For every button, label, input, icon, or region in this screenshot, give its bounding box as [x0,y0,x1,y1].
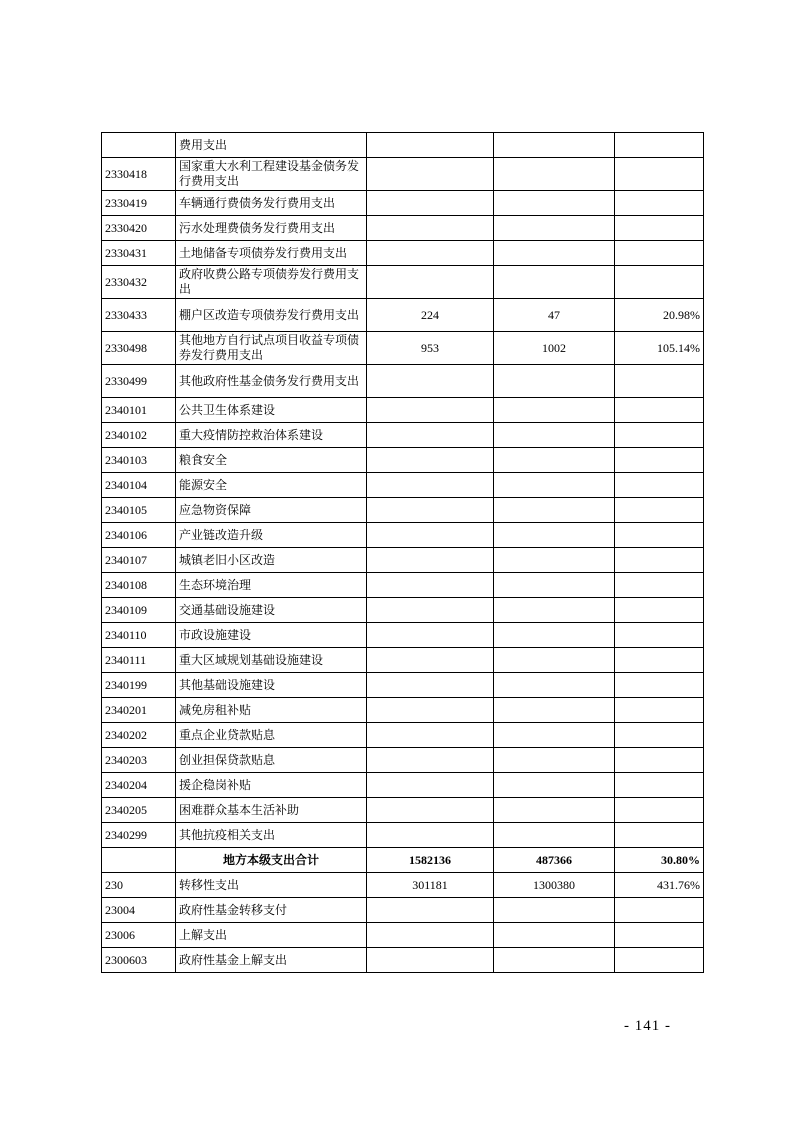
row-value-1 [367,365,494,398]
row-value-2: 487366 [494,848,615,873]
table-row [102,798,704,823]
row-value-1 [367,598,494,623]
row-percent [615,398,704,423]
row-name: 车辆通行费债务发行费用支出 [176,191,367,216]
row-value-1: 953 [367,332,494,365]
row-percent [615,748,704,773]
row-percent [615,698,704,723]
row-percent [615,158,704,191]
row-name: 交通基础设施建设 [176,598,367,623]
row-percent [615,448,704,473]
row-code: 2330432 [102,266,176,299]
row-code: 2330499 [102,365,176,398]
row-name: 公共卫生体系建设 [176,398,367,423]
row-value-2 [494,573,615,598]
row-percent [615,798,704,823]
row-value-2 [494,923,615,948]
row-code: 2330433 [102,299,176,332]
row-percent [615,523,704,548]
row-value-1 [367,698,494,723]
row-percent [615,673,704,698]
row-percent [615,473,704,498]
row-percent [615,266,704,299]
row-code: 2340107 [102,548,176,573]
row-name: 创业担保贷款贴息 [176,748,367,773]
row-name: 其他抗疫相关支出 [176,823,367,848]
row-value-2 [494,548,615,573]
row-value-2 [494,698,615,723]
row-value-1 [367,523,494,548]
row-code: 2340104 [102,473,176,498]
row-name: 政府性基金转移支付 [176,898,367,923]
table-row [102,598,704,623]
table-row [102,332,704,365]
row-name: 上解支出 [176,923,367,948]
row-value-1 [367,216,494,241]
table-row [102,523,704,548]
row-code: 2330419 [102,191,176,216]
table-row [102,773,704,798]
row-code: 23004 [102,898,176,923]
row-percent [615,216,704,241]
row-value-1 [367,623,494,648]
table-row [102,191,704,216]
row-value-1 [367,498,494,523]
table-row [102,748,704,773]
row-name: 城镇老旧小区改造 [176,548,367,573]
row-value-1 [367,398,494,423]
page-number: - 141 - [624,1018,671,1034]
row-percent [615,898,704,923]
row-value-2 [494,365,615,398]
table-row [102,548,704,573]
row-value-1 [367,241,494,266]
row-name: 棚户区改造专项债券发行费用支出 [176,299,367,332]
row-value-1 [367,448,494,473]
row-name: 政府收费公路专项债券发行费用支出 [176,266,367,299]
row-percent [615,241,704,266]
row-name: 粮食安全 [176,448,367,473]
row-value-2 [494,158,615,191]
table-row [102,948,704,973]
row-value-2 [494,773,615,798]
row-percent [615,573,704,598]
budget-table [101,132,704,973]
row-value-2: 1300380 [494,873,615,898]
row-value-2 [494,266,615,299]
table-row [102,923,704,948]
row-name: 生态环境治理 [176,573,367,598]
row-percent [615,498,704,523]
row-name: 污水处理费债务发行费用支出 [176,216,367,241]
row-value-1 [367,748,494,773]
row-value-2 [494,398,615,423]
row-code: 2330420 [102,216,176,241]
row-value-2 [494,216,615,241]
row-value-2 [494,673,615,698]
table-row [102,365,704,398]
row-code [102,133,176,158]
row-code: 2340102 [102,423,176,448]
row-value-2 [494,948,615,973]
row-name: 重大疫情防控救治体系建设 [176,423,367,448]
row-percent [615,948,704,973]
table-row [102,698,704,723]
row-code: 2340110 [102,623,176,648]
row-name: 市政设施建设 [176,623,367,648]
row-percent: 30.80% [615,848,704,873]
row-value-2: 1002 [494,332,615,365]
row-name: 援企稳岗补贴 [176,773,367,798]
row-code: 2330498 [102,332,176,365]
table-row [102,623,704,648]
total-row [102,848,704,873]
row-percent [615,823,704,848]
table-row [102,873,704,898]
row-value-1 [367,158,494,191]
row-value-1 [367,133,494,158]
row-name: 土地储备专项债券发行费用支出 [176,241,367,266]
row-percent [615,598,704,623]
row-value-2 [494,898,615,923]
row-value-1 [367,723,494,748]
row-percent [615,923,704,948]
row-value-2 [494,241,615,266]
row-value-1 [367,473,494,498]
row-code: 2340201 [102,698,176,723]
row-code: 230 [102,873,176,898]
row-code: 2340109 [102,598,176,623]
row-value-1 [367,573,494,598]
row-value-1: 1582136 [367,848,494,873]
row-value-2: 47 [494,299,615,332]
row-code: 2340105 [102,498,176,523]
table-row [102,648,704,673]
row-percent: 431.76% [615,873,704,898]
row-name: 转移性支出 [176,873,367,898]
table-row [102,473,704,498]
row-code: 2340199 [102,673,176,698]
row-value-1 [367,773,494,798]
row-percent [615,648,704,673]
row-code: 2340202 [102,723,176,748]
row-value-2 [494,823,615,848]
row-value-1 [367,266,494,299]
row-percent [615,623,704,648]
row-percent [615,133,704,158]
row-name: 地方本级支出合计 [176,848,367,873]
row-percent [615,548,704,573]
table-row [102,448,704,473]
row-code: 2340299 [102,823,176,848]
row-code: 2330418 [102,158,176,191]
row-code: 2340103 [102,448,176,473]
row-value-2 [494,423,615,448]
table-row [102,498,704,523]
row-name: 其他政府性基金债务发行费用支出 [176,365,367,398]
table-row [102,823,704,848]
row-value-2 [494,623,615,648]
row-name: 能源安全 [176,473,367,498]
table-row [102,133,704,158]
row-value-2 [494,748,615,773]
table-row [102,423,704,448]
row-value-1 [367,798,494,823]
row-value-1 [367,948,494,973]
row-percent: 20.98% [615,299,704,332]
row-value-1 [367,548,494,573]
row-value-2 [494,598,615,623]
row-value-2 [494,473,615,498]
row-value-1 [367,673,494,698]
row-name: 重大区域规划基础设施建设 [176,648,367,673]
row-value-1 [367,823,494,848]
row-code: 2340101 [102,398,176,423]
row-percent [615,423,704,448]
row-percent [615,773,704,798]
row-value-1: 224 [367,299,494,332]
table-row [102,216,704,241]
row-code: 2330431 [102,241,176,266]
row-code: 2340205 [102,798,176,823]
table-row [102,266,704,299]
row-value-1 [367,898,494,923]
row-percent [615,365,704,398]
row-name: 政府性基金上解支出 [176,948,367,973]
row-value-1 [367,423,494,448]
row-value-2 [494,648,615,673]
table-row [102,398,704,423]
row-value-2 [494,523,615,548]
row-name: 费用支出 [176,133,367,158]
table-row [102,241,704,266]
row-value-2 [494,498,615,523]
row-name: 困难群众基本生活补助 [176,798,367,823]
row-code: 2340108 [102,573,176,598]
row-code: 2340111 [102,648,176,673]
row-code: 23006 [102,923,176,948]
row-name: 其他基础设施建设 [176,673,367,698]
row-percent [615,191,704,216]
table-row [102,723,704,748]
row-value-2 [494,191,615,216]
row-name: 其他地方自行试点项目收益专项债券发行费用支出 [176,332,367,365]
row-name: 应急物资保障 [176,498,367,523]
table-row [102,673,704,698]
table-row [102,898,704,923]
row-name: 减免房租补贴 [176,698,367,723]
row-value-1 [367,191,494,216]
row-value-2 [494,798,615,823]
row-value-2 [494,133,615,158]
row-code: 2340106 [102,523,176,548]
table-row [102,299,704,332]
row-percent: 105.14% [615,332,704,365]
row-percent [615,723,704,748]
row-name: 国家重大水利工程建设基金债务发行费用支出 [176,158,367,191]
row-name: 产业链改造升级 [176,523,367,548]
row-value-1 [367,923,494,948]
row-value-1: 301181 [367,873,494,898]
row-value-2 [494,448,615,473]
row-code [102,848,176,873]
row-code: 2340203 [102,748,176,773]
row-name: 重点企业贷款贴息 [176,723,367,748]
row-code: 2340204 [102,773,176,798]
row-value-1 [367,648,494,673]
row-code: 2300603 [102,948,176,973]
table-row [102,573,704,598]
row-value-2 [494,723,615,748]
table-row [102,158,704,191]
